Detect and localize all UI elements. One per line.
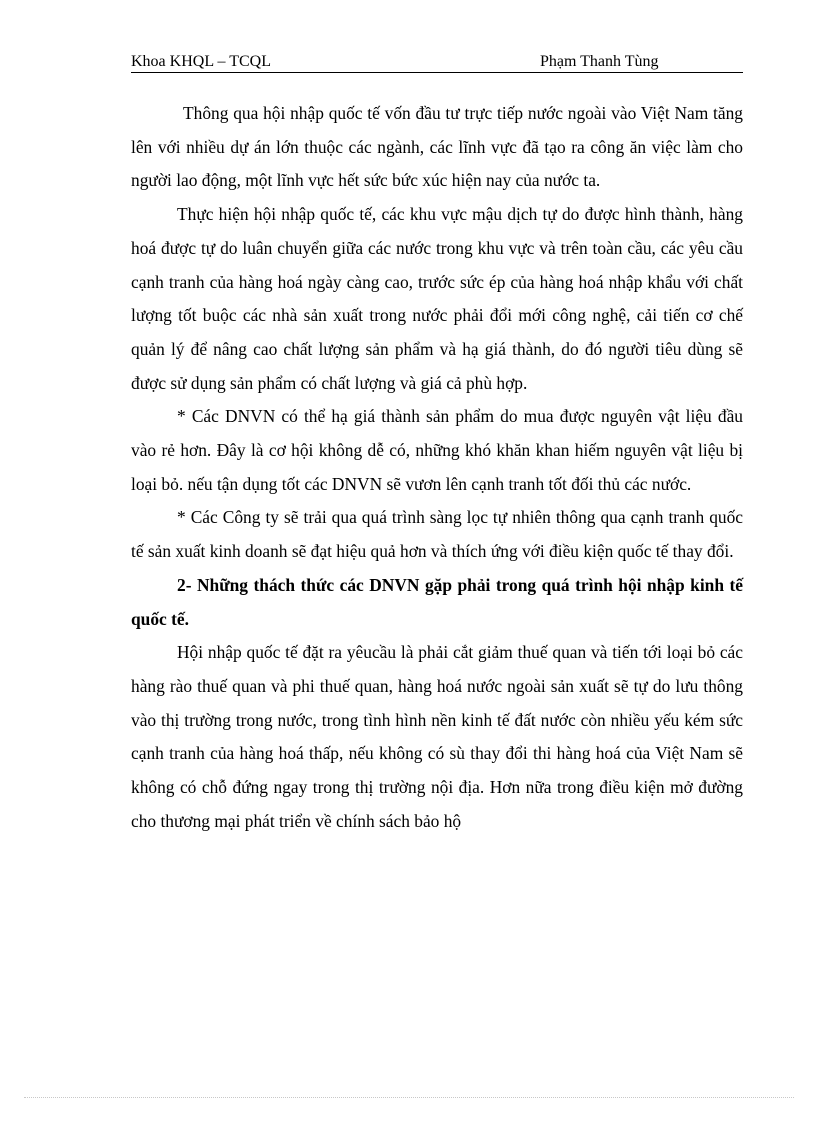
paragraph-fdi: Thông qua hội nhập quốc tế vốn đầu tư trực tiếp nước ngoài vào Việt Nam tăng lên với nhiều dự án lớn thuộc các ngành, các lĩnh vực đã tạo ra công ăn việc làm cho người lao động, một lĩnh vực hết sức bức xúc hiện nay của nước ta.	[131, 103, 743, 191]
paragraph-raw-materials: * Các DNVN có thể hạ giá thành sản phẩm do mua được nguyên vật liệu đầu vào rẻ hơn. Đây là cơ hội không dễ có, những khó khăn khan hiếm nguyên vật liệu bị loại bỏ. nếu tận dụng tốt các DNVN sẽ vươn lên cạnh tranh tốt đối thủ các nước.	[131, 406, 743, 494]
paragraph-free-trade: Thực hiện hội nhập quốc tế, các khu vực mậu dịch tự do được hình thành, hàng hoá được tự do luân chuyển giữa các nước trong khu vực và trên toàn cầu, các yêu cầu cạnh tranh của hàng hoá ngày càng cao, trước sức ép của hàng hoá nhập khẩu với chất lượng tốt buộc các nhà sản xuất trong nước phải đổi mới công nghệ, cải tiến cơ chế quản lý để nâng cao chất lượng sản phẩm và hạ giá thành, do đó người tiêu dùng sẽ được sử dụng sản phẩm có chất lượng và giá cả phù hợp.	[131, 204, 743, 393]
header-author: Phạm Thanh Tùng	[540, 53, 659, 70]
document-body	[131, 97, 743, 838]
paragraph-challenges: Hội nhập quốc tế đặt ra yêucầu là phải cắt giảm thuế quan và tiến tới loại bỏ các hàng rào thuế quan và phi thuế quan, hàng hoá nước ngoài sản xuất sẽ tự do lưu thông vào thị trường trong nước, trong tình hình nền kinh tế đất nước còn nhiều yếu kém sức cạnh tranh của hàng hoá thấp, nếu không có sù thay đổi thi hàng hoá của Việt Nam sẽ không có chỗ đứng ngay trong thị trường nội địa. Hơn nữa trong điều kiện mở đường cho thương mại phát triển về chính sách bảo hộ	[131, 642, 743, 831]
page-header	[131, 52, 743, 73]
paragraph-selection: * Các Công ty sẽ trải qua quá trình sàng lọc tự nhiên thông qua cạnh tranh quốc tế sản xuất kinh doanh sẽ đạt hiệu quả hơn và thích ứng với điều kiện quốc tế thay đổi.	[131, 507, 743, 562]
footer-divider	[24, 1097, 794, 1098]
header-department: Khoa KHQL – TCQL	[131, 53, 271, 70]
section-heading: 2- Những thách thức các DNVN gặp phải trong quá trình hội nhập kinh tế quốc tế.	[131, 574, 743, 629]
